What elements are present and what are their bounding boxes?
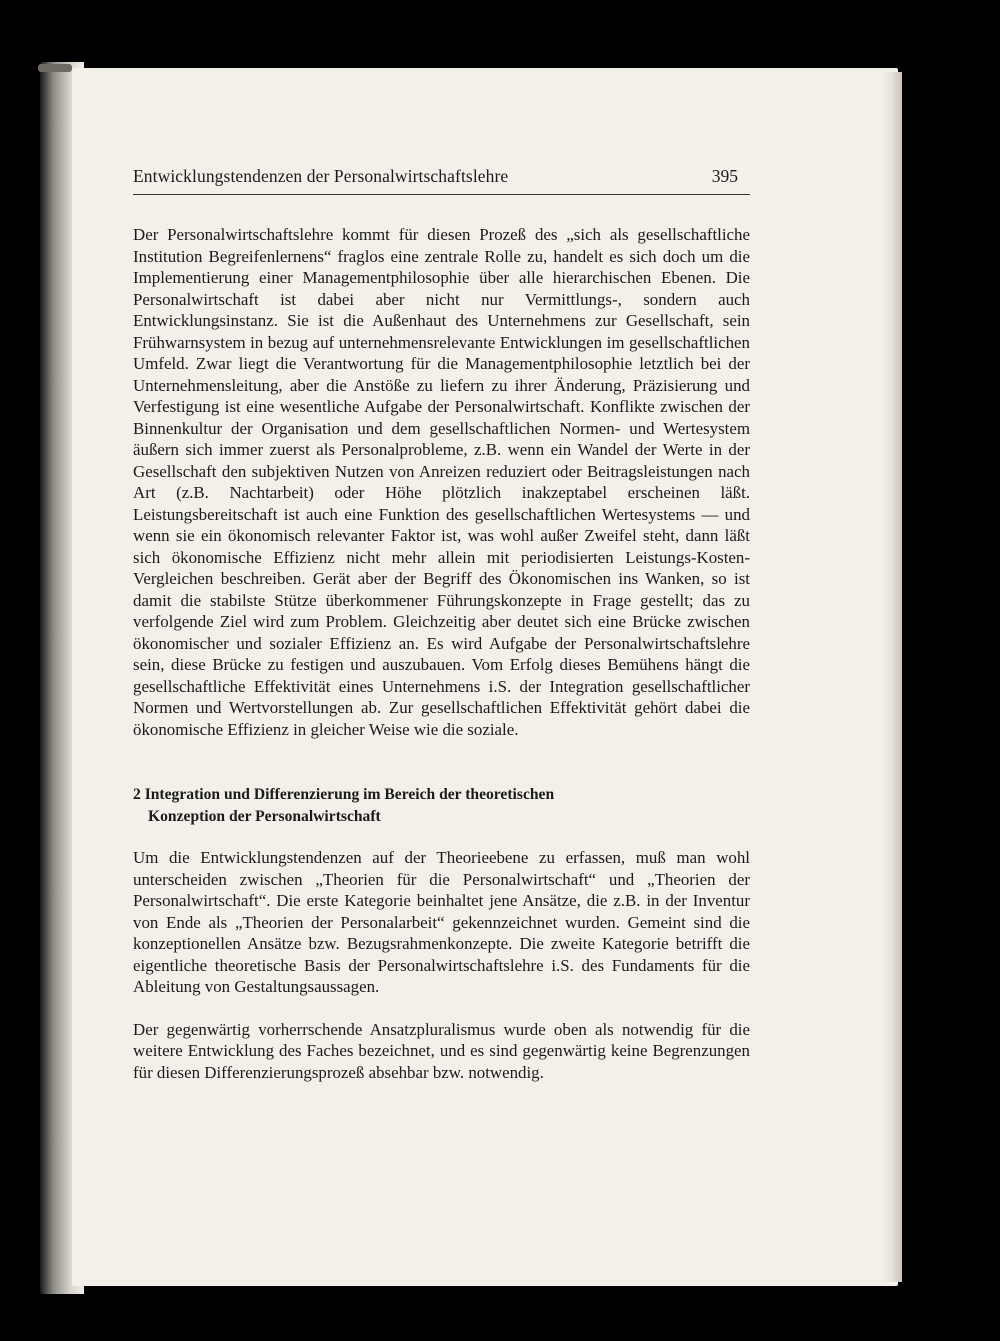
page-number: 395 [711,166,738,186]
section-heading [133,784,750,827]
paragraph-3: Der gegenwärtig vorherrschende Ansatzpluralismus wurde oben als notwendig für die weitere Entwicklung des Faches bezeichnet, und es sind gegenwärtig keine Begrenzungen für diesen Differenzierungsprozeß absehbar bzw. notwendig. [133,1019,750,1082]
running-header-title: Entwicklungstendenzen der Personalwirtschaftslehre [133,166,509,186]
paragraph-1: Der Personalwirtschaftslehre kommt für diesen Prozeß des „sich als gesellschaftliche Institution Begreifenlernens“ fraglos eine zentrale Rolle zu, handelt es sich doch um die Implementierung einer Managementphilosophie über alle hierarchischen Ebenen. Die Personalwirtschaft ist dabei aber nicht nur Vermittlungs-, sondern auch Entwicklungsinstanz. Sie ist die Außenhaut des Unternehmens zur Gesellschaft, sein Frühwarnsystem in bezug auf unternehmensrelevante Entwicklungen im gesellschaftlichen Umfeld. Zwar liegt die Verantwortung für die Managementphilosophie letztlich bei der Unternehmensleitung, aber die Anstöße zu liefern zu ihrer Änderung, Präzisierung und Verfestigung ist eine wesentliche Aufgabe der Personalwirtschaft. Konflikte zwischen der Binnenkultur der Organisation und dem gesellschaftlichen Normen- und Wertesystem äußern sich immer zuerst als Personalprobleme, z.B. wenn ein Wandel der Werte in der Gesellschaft den subjektiven Nutzen von Anreizen reduziert oder Beitragsleistungen nach Art (z.B. Nachtarbeit) oder Höhe plötzlich inakzeptabel erscheinen läßt. Leistungsbereitschaft ist auch eine Funktion des gesellschaftlichen Wertesystems — und wenn sie ein ökonomisch relevanter Faktor ist, was wohl außer Zweifel steht, dann läßt sich ökonomische Effizienz nicht mehr allein mit periodisierten Leistungs-Kosten-Vergleichen beschreiben. Gerät aber der Begriff des Ökonomischen ins Wanken, so ist damit die stabilste Stütze überkommener Führungskonzepte in Frage gestellt; das zu verfolgende Ziel wird zum Problem. Gleichzeitig aber deutet sich eine Brücke zwischen ökonomischer und sozialer Effizienz an. Es wird Aufgabe der Personalwirtschaftslehre sein, diese Brücke zu festigen und auszubauen. Vom Erfolg dieses Bemühens hängt die gesellschaftliche Effektivität eines Unternehmens i.S. der Integration gesellschaftlicher Normen und Wertvorstellungen ab. Zur gesellschaftlichen Effektivität gehört dabei die ökonomische Effizienz in gleicher Weise wie die soziale. [133,225,750,739]
paragraph-2: Um die Entwicklungstendenzen auf der Theorieebene zu erfassen, muß man wohl unterscheiden zwischen „Theorien für die Personalwirtschaft“ und „Theorien der Personalwirtschaft“. Die erste Kategorie beinhaltet jene Ansätze, die z.B. in der Inventur von Ende als „Theorien der Personalarbeit“ gekennzeichnet wurden. Gemeint sind die konzeptionellen Ansätze bzw. Bezugsrahmenkonzepte. Die zweite Kategorie betrifft die eigentliche theoretische Basis der Personalwirtschaftslehre i.S. des Fundaments für die Ableitung von Gestaltungsaussagen. [133,848,750,996]
section-heading-line-1: 2 Integration und Differenzierung im Bereich der theoretischen [133,786,555,803]
section-heading-line-2: Konzeption der Personalwirtschaft [148,807,381,825]
running-header [133,164,750,195]
binding-mark [38,64,72,72]
page-content [133,164,750,1083]
page-edge [880,72,902,1282]
